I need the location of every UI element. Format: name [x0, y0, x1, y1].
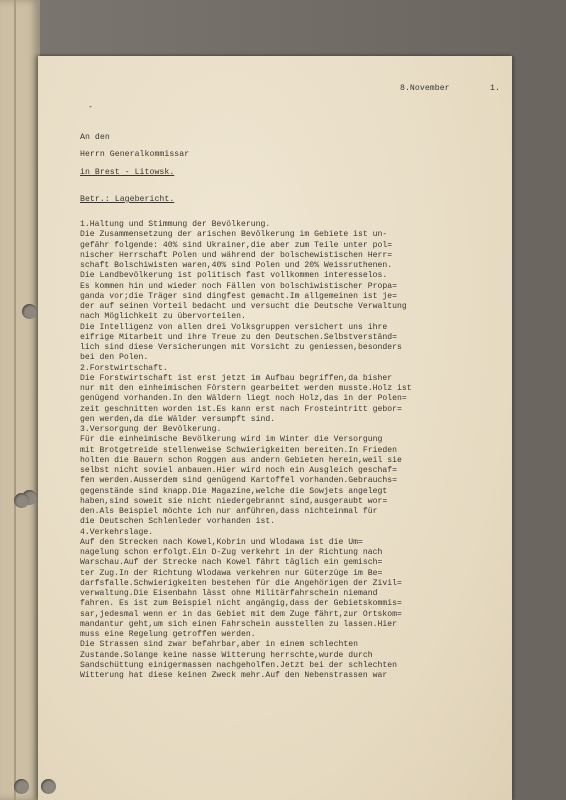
body-line: mandantur geht,um sich einen Fahrschein ausstellen zu lassen.Hier	[80, 619, 398, 629]
body-line: Zustande.Solange keine nasse Witterung herrschte,wurde durch	[80, 650, 373, 660]
report-body	[80, 220, 480, 681]
body-line: eifrige Mitarbeit und ihre Treue zu den Deutschen.Selbstverständ=	[80, 332, 398, 342]
body-line: Die Forstwirtschaft ist erst jetzt im Aufbau begriffen,da bisher	[80, 373, 393, 383]
body-line: schaft Bolschiwisten waren,40% sind Polen und 20% Weissruthenen.	[80, 261, 393, 270]
body-line: nischer Herrschaft Polen und während der bolschewistischen Herr=	[80, 250, 393, 260]
body-line: gen werden,da die Wälder versumpft sind.	[80, 414, 276, 424]
body-line: fen werden.Ausserdem sind genügend Kartoffel vorhanden.Gebrauchs=	[80, 476, 398, 486]
body-line: Die Intelligenz von allen drei Volksgruppen versichert uns ihre	[80, 322, 388, 332]
body-line: bei den Polen.	[80, 353, 149, 363]
dash-mark: -	[88, 103, 93, 112]
underlying-page-edge	[0, 0, 40, 800]
punch-hole-left-1	[14, 493, 29, 508]
document-date: 8.November	[400, 84, 450, 93]
body-line: Es kommen hin und wieder noch Fällen von bolschiwistischer Propa=	[80, 281, 398, 291]
body-line: gefähr folgende: 40% sind Ukrainer,die aber zum Teile unter pol=	[80, 240, 393, 250]
body-line: Die Landbevölkerung ist politisch fast vollkommen interesselos.	[80, 271, 388, 281]
body-line: zeit geschnitten worden ist.Es kann erst nach Frosteintritt gebor=	[80, 404, 402, 414]
body-line: fahren. Es ist zum Beispiel nicht angängig,dass der Gebietskommis=	[80, 599, 402, 609]
body-line: holten die Bauern schon Roggen aus andern Gebieten herein,weil sie	[80, 455, 402, 465]
body-line: Sandschüttung einigermassen nachgeholfen.Jetzt bei der schlechten	[80, 660, 398, 670]
body-line: Warschau.Auf der Strecke nach Kowel fährt täglich ein gemisch=	[80, 558, 383, 568]
address-line-3: in Brest - Litowsk.	[80, 168, 175, 177]
body-line: lich sind diese Versicherungen mit Vorsicht zu geniessen,besonders	[80, 343, 402, 352]
body-line: sar,jedesmal wenn er in das Gebiet mit dem Zuge fährt,zur Ortskom=	[80, 609, 402, 619]
body-line: Die Zusammensetzung der arischen Bevölkerung im Gebiete ist un-	[80, 230, 388, 240]
body-line: ganda vor;die Träger sind dingfest gemacht.Im allgemeinen ist je=	[80, 291, 398, 301]
body-line: nagelung schon erfolgt.Ein D-Zug verkehrt in der Richtung nach	[80, 548, 383, 557]
body-line: verwaltung.Die Eisenbahn lässt ohne Militärfahrschein niemand	[80, 589, 378, 598]
body-line: nach Möglichkeit zu übervorteilen.	[80, 312, 246, 322]
punch-hole-left-3	[41, 779, 56, 794]
body-line: darfsfalle.Schwierigkeiten bestehen für die Angehörigen der Zivil=	[80, 578, 402, 588]
page-number: 1.	[490, 84, 500, 93]
body-line: haben,sind soweit sie nicht niedergebrannt sind,ausgeraubt wor=	[80, 496, 388, 506]
body-line: mit Brotgetreide stellenweise Schwierigkeiten bereiten.In Frieden	[80, 445, 398, 455]
punch-hole-left-2	[14, 779, 29, 794]
address-line-2: Herrn Generalkommissar	[80, 150, 190, 159]
body-line: die Deutschen Schlenleder vorhanden ist.	[80, 517, 276, 527]
body-line: 3.Versorgung der Bevölkerung.	[80, 425, 222, 434]
body-line: nur mit den einheimischen Förstern gearbeitet werden musste.Holz ist	[80, 384, 412, 393]
body-line: Für die einheimische Bevölkerung wird im Winter die Versorgung	[80, 435, 383, 445]
body-line: 4.Verkehrslage.	[80, 527, 154, 537]
body-line: der auf seinen Vorteil bedacht und versucht die Deutsche Verwaltung	[80, 302, 407, 311]
body-line: den.Als Beispiel möchte ich nur anführen,dass nichteinmal für	[80, 507, 378, 516]
body-line: Die Strassen sind zwar befahrbar,aber in einem schlechten	[80, 640, 358, 650]
body-line: selbst nicht soviel anbauen.Hier wird noch ein Ausgleich geschaf=	[80, 466, 398, 475]
punch-hole-top	[22, 304, 37, 319]
subject-line: Betr.: Lagebericht.	[80, 195, 175, 204]
body-line: Auf den Strecken nach Kowel,Kobrin und Wlodawa ist die Um=	[80, 537, 363, 547]
body-line: gegenstände sind knapp.Die Magazine,welche die Sowjets angelegt	[80, 486, 388, 496]
body-line: ter Zug.In der Richtung Wlodawa verkehren nur Güterzüge im Be=	[80, 568, 383, 578]
body-line: genügend vorhanden.In den Wäldern liegt noch Holz,das in der Polen=	[80, 394, 407, 404]
address-line-1: An den	[80, 133, 110, 142]
body-line: Witterung hat diese keinen Zweck mehr.Auf den Nebenstrassen war	[80, 671, 388, 680]
body-line: 2.Forstwirtschaft.	[80, 363, 168, 373]
body-line: muss eine Regelung getroffen werden.	[80, 630, 256, 639]
body-line: 1.Haltung und Stimmung der Bevölkerung.	[80, 220, 271, 229]
